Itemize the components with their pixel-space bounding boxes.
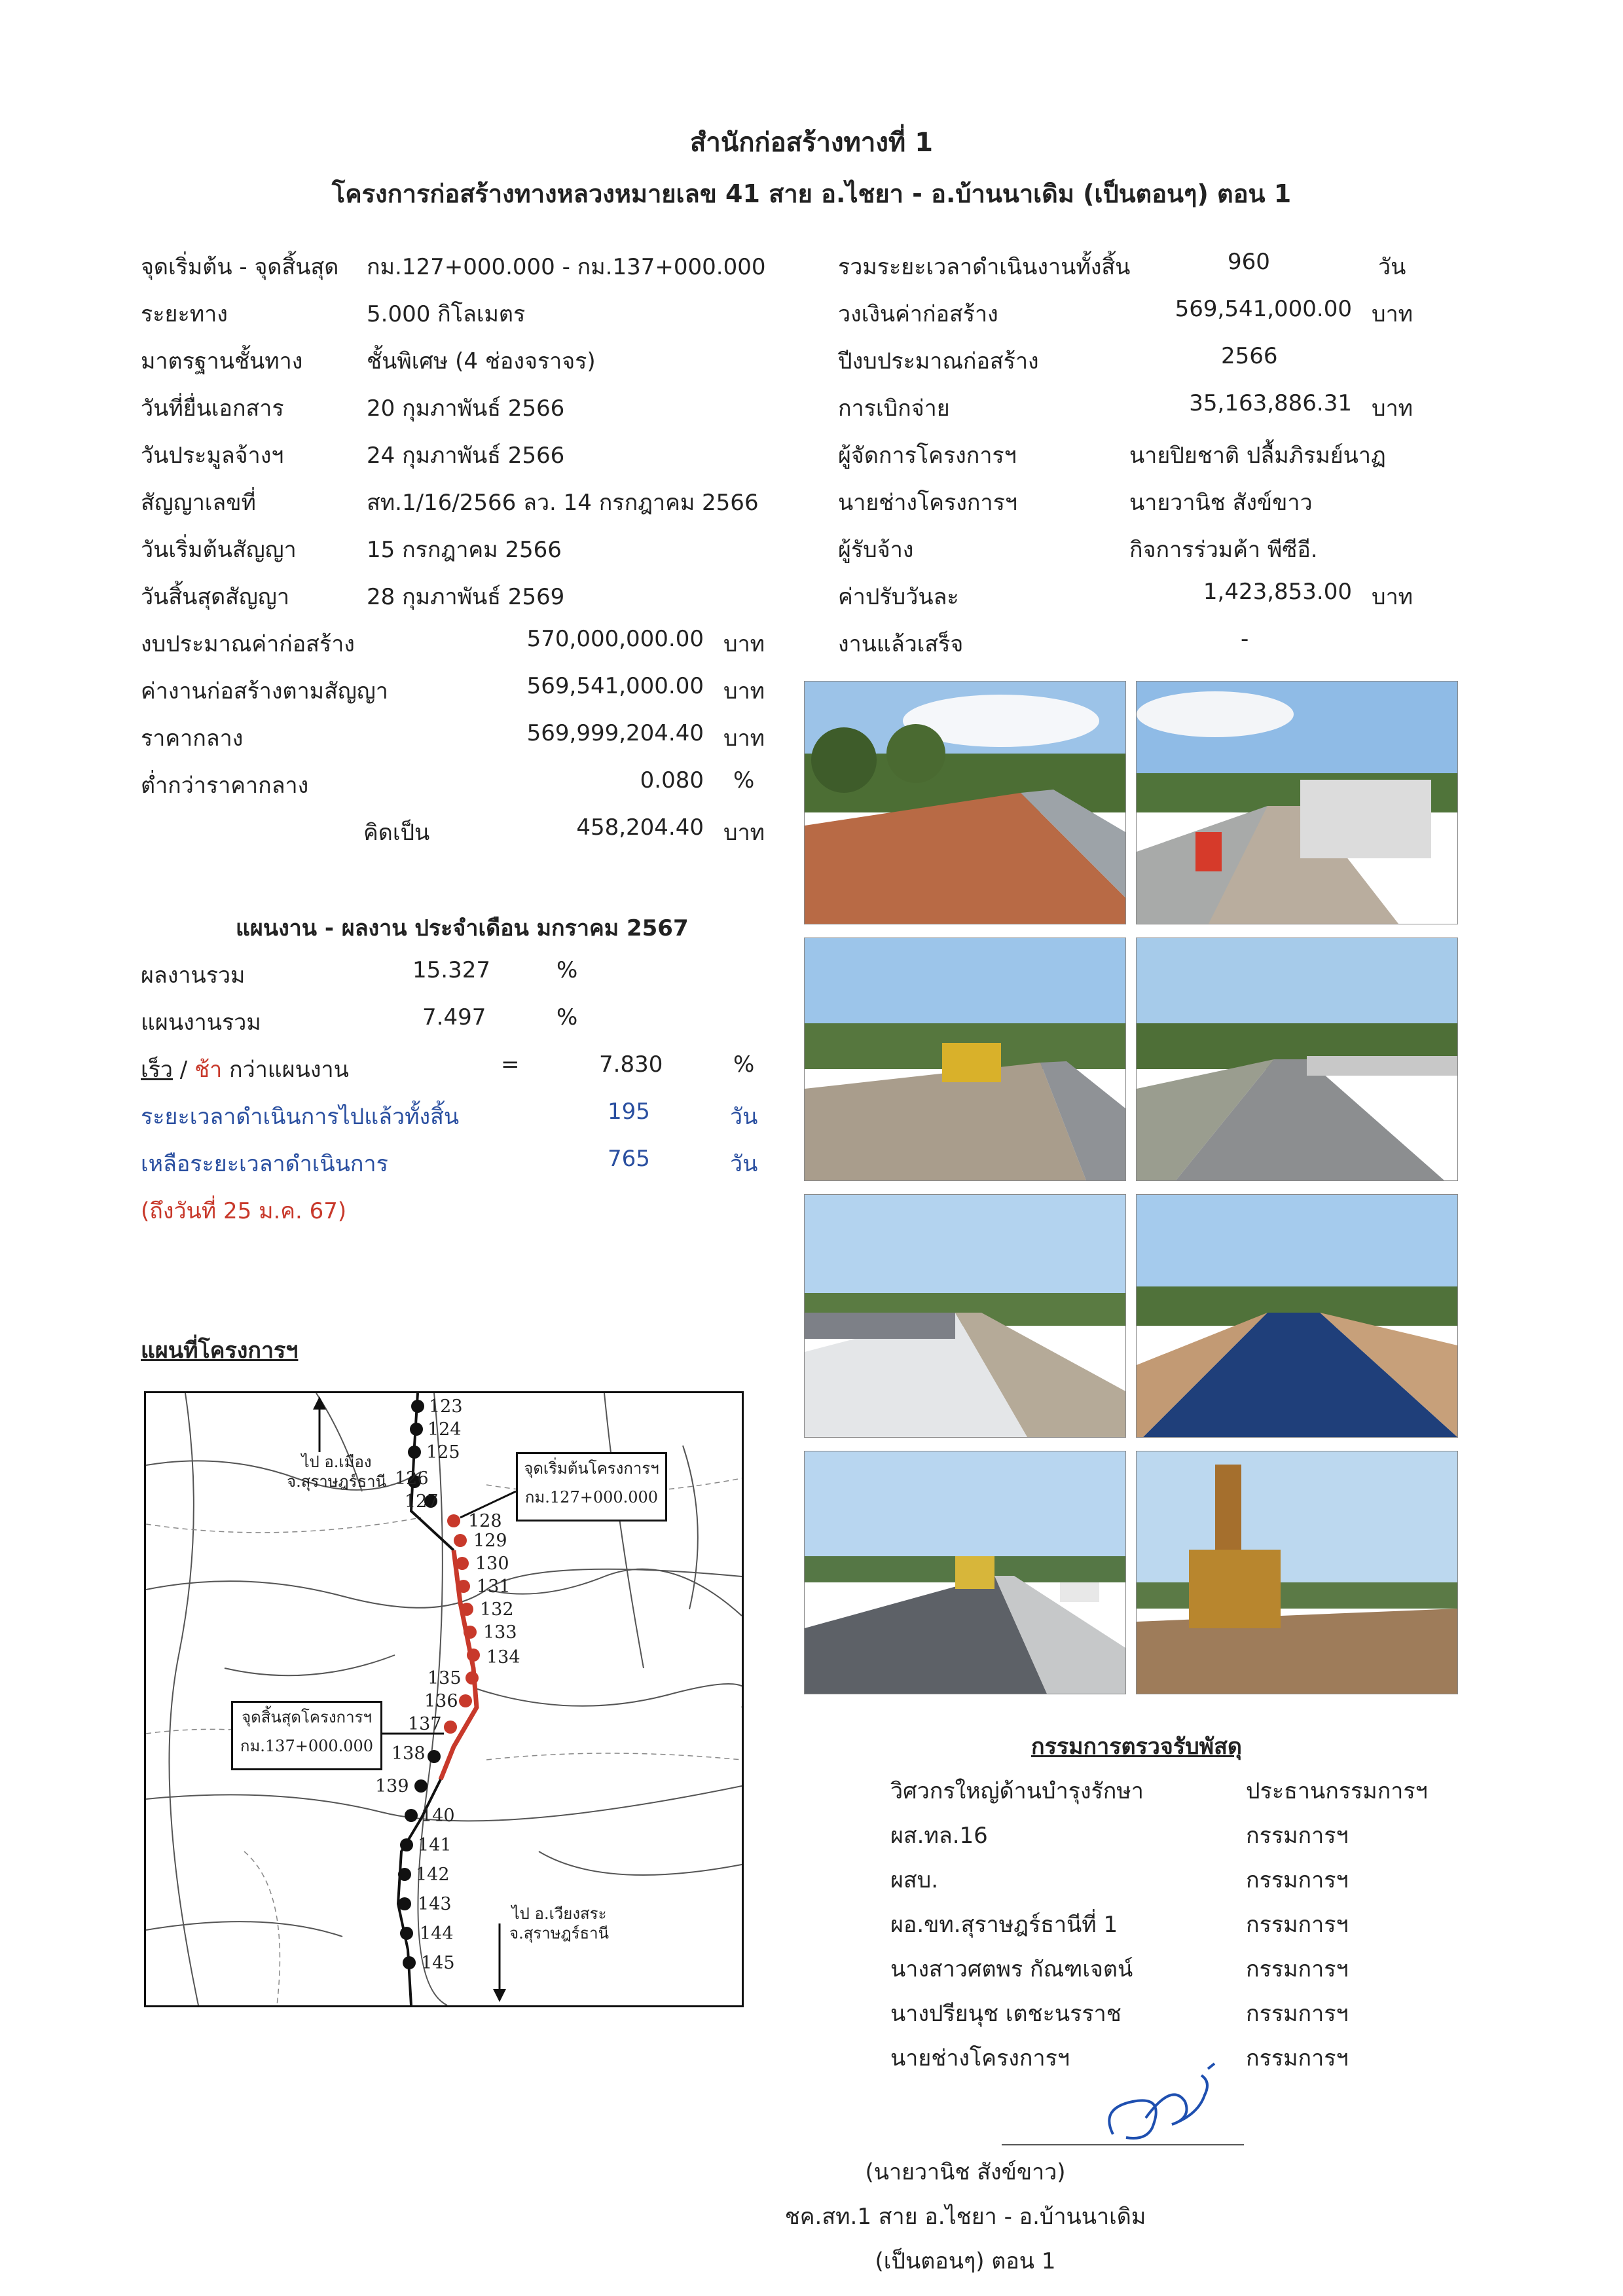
right-label: วงเงินค่าก่อสร้าง xyxy=(838,301,998,327)
info-value: ชั้นพิเศษ (4 ช่องจราจร) xyxy=(367,348,596,374)
committee-member: ผส.ทล.16 xyxy=(890,1823,988,1849)
committee-heading: กรรมการตรวจรับพัสดุ xyxy=(1031,1734,1242,1760)
diff-slow: ช้า xyxy=(194,1057,223,1083)
right-value: - xyxy=(1241,626,1249,652)
km-label: 143 xyxy=(418,1894,452,1914)
km-label: 127 xyxy=(405,1491,439,1512)
diff-unit: % xyxy=(733,1051,755,1078)
money-unit: บาท xyxy=(723,820,765,846)
km-label: 136 xyxy=(424,1691,458,1711)
diff-fast: เร็ว xyxy=(141,1057,173,1083)
committee-role: ประธานกรรมการฯ xyxy=(1246,1778,1428,1804)
elapsed-unit: วัน xyxy=(730,1104,758,1130)
committee-role: กรรมการฯ xyxy=(1246,1912,1349,1938)
diff-label xyxy=(141,1051,349,1087)
money-label: ราคากลาง xyxy=(141,725,244,752)
km-label: 139 xyxy=(375,1776,409,1796)
right-value: 960 xyxy=(1228,249,1270,275)
right-label: ผู้จัดการโครงการฯ xyxy=(838,443,1017,469)
signer-section: (เป็นตอนๆ) ตอน 1 xyxy=(875,2248,1056,2274)
remain-unit: วัน xyxy=(730,1151,758,1177)
km-label: 133 xyxy=(483,1622,517,1643)
money-label: ค่างานก่อสร้างตามสัญญา xyxy=(141,678,388,704)
map-heading: แผนที่โครงการฯ xyxy=(141,1338,299,1364)
committee-member: นางสาวศตพร กัณฑเจตน์ xyxy=(890,1956,1133,1982)
info-label: ระยะทาง xyxy=(141,301,228,327)
km-label: 144 xyxy=(420,1923,454,1944)
signer-name: (นายวานิช สังข์ขาว) xyxy=(865,2159,1066,2185)
right-label: ค่าปรับวันละ xyxy=(838,584,959,610)
site-photo-5 xyxy=(804,1194,1126,1438)
km-label: 145 xyxy=(421,1953,455,1973)
km-label: 126 xyxy=(395,1468,429,1489)
diff-rest: กว่าแผนงาน xyxy=(222,1057,349,1083)
money-label: ต่ำกว่าราคากลาง xyxy=(141,773,309,799)
office-title: สำนักก่อสร้างทางที่ 1 xyxy=(689,128,934,158)
plan-unit: % xyxy=(556,1004,578,1030)
km-label: 142 xyxy=(416,1865,450,1885)
site-photo-1 xyxy=(804,681,1126,924)
money-value: 570,000,000.00 xyxy=(526,626,704,652)
km-label: 135 xyxy=(428,1668,462,1688)
km-label: 138 xyxy=(392,1743,426,1764)
actual-label: ผลงานรวม xyxy=(141,962,246,989)
elapsed-value: 195 xyxy=(608,1099,650,1125)
right-value: กิจการร่วมค้า พีซีอี. xyxy=(1129,537,1318,563)
km-label: 129 xyxy=(473,1531,507,1551)
project-title: โครงการก่อสร้างทางหลวงหมายเลข 41 สาย อ.ไชยา - อ.บ้านนาเดิม (เป็นตอนๆ) ตอน 1 xyxy=(331,179,1292,208)
plan-label: แผนงานรวม xyxy=(141,1010,261,1036)
committee-member: ผอ.ขท.สุราษฎร์ธานีที่ 1 xyxy=(890,1912,1118,1938)
diff-eq: = xyxy=(501,1051,520,1078)
right-unit: บาท xyxy=(1372,584,1413,610)
elapsed-label: ระยะเวลาดำเนินการไปแล้วทั้งสิ้น xyxy=(141,1104,460,1130)
end-callout-title: จุดสิ้นสุดโครงการฯ xyxy=(242,1708,372,1726)
site-photo-3 xyxy=(804,938,1126,1181)
actual-unit: % xyxy=(556,957,578,983)
site-photo-4 xyxy=(1136,938,1458,1181)
handwritten-signature xyxy=(1087,2056,1237,2147)
right-unit: วัน xyxy=(1378,254,1406,280)
info-label: มาตรฐานชั้นทาง xyxy=(141,348,303,374)
committee-member: นางปรียนุช เตชะนรราช xyxy=(890,2001,1122,2027)
start-callout-km: กม.127+000.000 xyxy=(524,1488,659,1506)
right-value: 35,163,886.31 xyxy=(1189,390,1352,416)
right-value: 1,423,853.00 xyxy=(1203,579,1352,605)
km-label: 131 xyxy=(477,1576,511,1597)
right-value: นายปิยชาติ ปลื้มภิรมย์นาฏ xyxy=(1129,443,1386,469)
right-label: งานแล้วเสร็จ xyxy=(838,631,964,657)
money-value: 0.080 xyxy=(640,767,704,793)
committee-role: กรรมการฯ xyxy=(1246,1823,1349,1849)
km-label: 125 xyxy=(426,1442,460,1463)
as-of-date: (ถึงวันที่ 25 ม.ค. 67) xyxy=(141,1198,347,1224)
right-label: การเบิกจ่าย xyxy=(838,395,950,422)
to-south-label: ไป อ.เวียงสระ จ.สุราษฎร์ธานี xyxy=(509,1904,610,1942)
km-label: 141 xyxy=(418,1835,452,1855)
committee-member: ผสบ. xyxy=(890,1867,939,1893)
signer-position: ชค.สท.1 สาย อ.ไชยา - อ.บ้านนาเดิม xyxy=(784,2204,1146,2230)
right-value: 2566 xyxy=(1221,343,1278,369)
diff-value: 7.830 xyxy=(599,1051,663,1078)
km-label: 128 xyxy=(468,1511,502,1531)
progress-heading: แผนงาน - ผลงาน ประจำเดือน มกราคม 2567 xyxy=(236,915,689,941)
km-label: 123 xyxy=(429,1396,463,1417)
site-photo-7 xyxy=(804,1451,1126,1694)
site-photo-8 xyxy=(1136,1451,1458,1694)
info-value: สท.1/16/2566 ลว. 14 กรกฎาคม 2566 xyxy=(367,490,759,516)
plan-value: 7.497 xyxy=(422,1004,486,1030)
committee-role: กรรมการฯ xyxy=(1246,1956,1349,1982)
money-label: คิดเป็น xyxy=(363,820,430,846)
right-value: นายวานิช สังข์ขาว xyxy=(1129,490,1313,516)
km-label: 132 xyxy=(480,1599,514,1620)
right-label: ปีงบประมาณก่อสร้าง xyxy=(838,348,1039,374)
actual-value: 15.327 xyxy=(412,957,490,983)
info-value: 5.000 กิโลเมตร xyxy=(367,301,526,327)
info-label: วันสิ้นสุดสัญญา xyxy=(141,584,289,610)
remain-label: เหลือระยะเวลาดำเนินการ xyxy=(141,1151,388,1177)
right-label: รวมระยะเวลาดำเนินงานทั้งสิ้น xyxy=(838,254,1131,280)
money-unit: % xyxy=(733,767,755,793)
money-value: 569,999,204.40 xyxy=(526,720,704,746)
km-label: 124 xyxy=(428,1419,462,1440)
site-photo-2 xyxy=(1136,681,1458,924)
committee-member: วิศวกรใหญ่ด้านบำรุงรักษา xyxy=(890,1778,1144,1804)
km-label: 140 xyxy=(421,1806,455,1826)
committee-role: กรรมการฯ xyxy=(1246,2045,1349,2071)
info-value: 15 กรกฎาคม 2566 xyxy=(367,537,562,563)
info-label: วันประมูลจ้างฯ xyxy=(141,443,284,469)
info-label: จุดเริ่มต้น - จุดสิ้นสุด xyxy=(141,254,339,280)
diff-sep: / xyxy=(172,1057,195,1083)
project-map xyxy=(144,1391,744,2007)
km-label: 130 xyxy=(475,1554,509,1574)
info-value: 20 กุมภาพันธ์ 2566 xyxy=(367,395,565,422)
right-label: ผู้รับจ้าง xyxy=(838,537,914,563)
money-value: 458,204.40 xyxy=(576,814,704,841)
site-photo-6 xyxy=(1136,1194,1458,1438)
signature-line xyxy=(1002,2144,1244,2145)
committee-role: กรรมการฯ xyxy=(1246,1867,1349,1893)
end-callout-km: กม.137+000.000 xyxy=(240,1737,374,1755)
end-callout xyxy=(231,1701,382,1770)
info-value: 28 กุมภาพันธ์ 2569 xyxy=(367,584,565,610)
info-label: วันที่ยื่นเอกสาร xyxy=(141,395,284,422)
money-unit: บาท xyxy=(723,725,765,752)
start-callout xyxy=(516,1452,667,1522)
right-unit: บาท xyxy=(1372,395,1413,422)
money-label: งบประมาณค่าก่อสร้าง xyxy=(141,631,355,657)
info-label: สัญญาเลขที่ xyxy=(141,490,256,516)
km-label: 137 xyxy=(408,1714,442,1734)
info-value: กม.127+000.000 - กม.137+000.000 xyxy=(367,254,766,280)
remain-value: 765 xyxy=(608,1146,650,1172)
info-label: วันเริ่มต้นสัญญา xyxy=(141,537,297,563)
to-north-label: ไป อ.เมือง จ.สุราษฎร์ธานี xyxy=(287,1453,387,1491)
money-unit: บาท xyxy=(723,631,765,657)
info-value: 24 กุมภาพันธ์ 2566 xyxy=(367,443,565,469)
km-label: 134 xyxy=(486,1647,520,1667)
right-unit: บาท xyxy=(1372,301,1413,327)
money-unit: บาท xyxy=(723,678,765,704)
committee-member: นายช่างโครงการฯ xyxy=(890,2045,1070,2071)
right-label: นายช่างโครงการฯ xyxy=(838,490,1017,516)
start-callout-title: จุดเริ่มต้นโครงการฯ xyxy=(524,1459,659,1478)
money-value: 569,541,000.00 xyxy=(526,673,704,699)
right-value: 569,541,000.00 xyxy=(1175,296,1352,322)
committee-role: กรรมการฯ xyxy=(1246,2001,1349,2027)
